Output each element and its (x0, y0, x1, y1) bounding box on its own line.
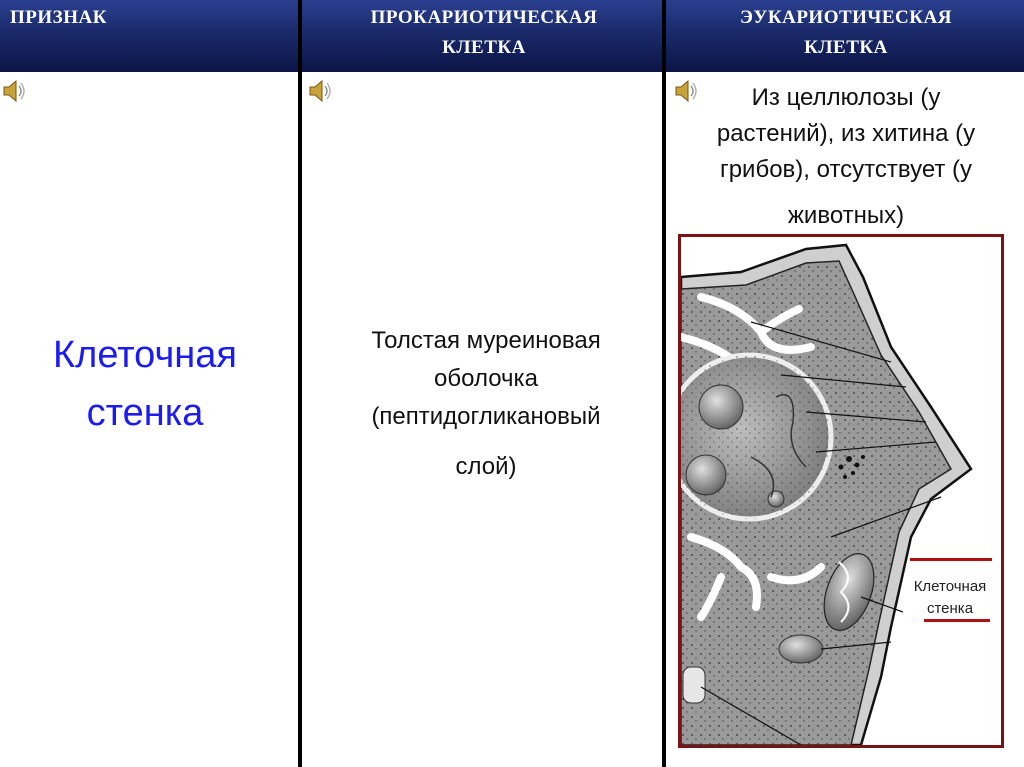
header-prokaryotic: ПРОКАРИОТИЧЕСКАЯ КЛЕТКА (370, 7, 598, 58)
header-feature: ПРИЗНАК (10, 7, 107, 28)
prokaryotic-description: Толстая муреиновая оболочка (пептидогликановый слой) (371, 327, 601, 480)
cell-wall-label: Клеточная стенка (913, 578, 987, 617)
speaker-icon[interactable] (308, 78, 334, 104)
plant-cell-image (678, 234, 1004, 748)
eukaryotic-description: Из целлюлозы (у растений), из хитина (у грибов), отсутствует (у животных) (716, 84, 976, 229)
column-divider (662, 0, 666, 767)
plant-cell-drawing (681, 237, 1001, 745)
label-marker (910, 558, 992, 561)
label-marker (924, 619, 990, 622)
speaker-icon[interactable] (2, 78, 28, 104)
table-header (0, 0, 1024, 72)
header-eukaryotic: ЭУКАРИОТИЧЕСКАЯ КЛЕТКА (739, 7, 952, 58)
column-divider (298, 0, 302, 767)
feature-title: Клеточная стенка (53, 334, 237, 434)
